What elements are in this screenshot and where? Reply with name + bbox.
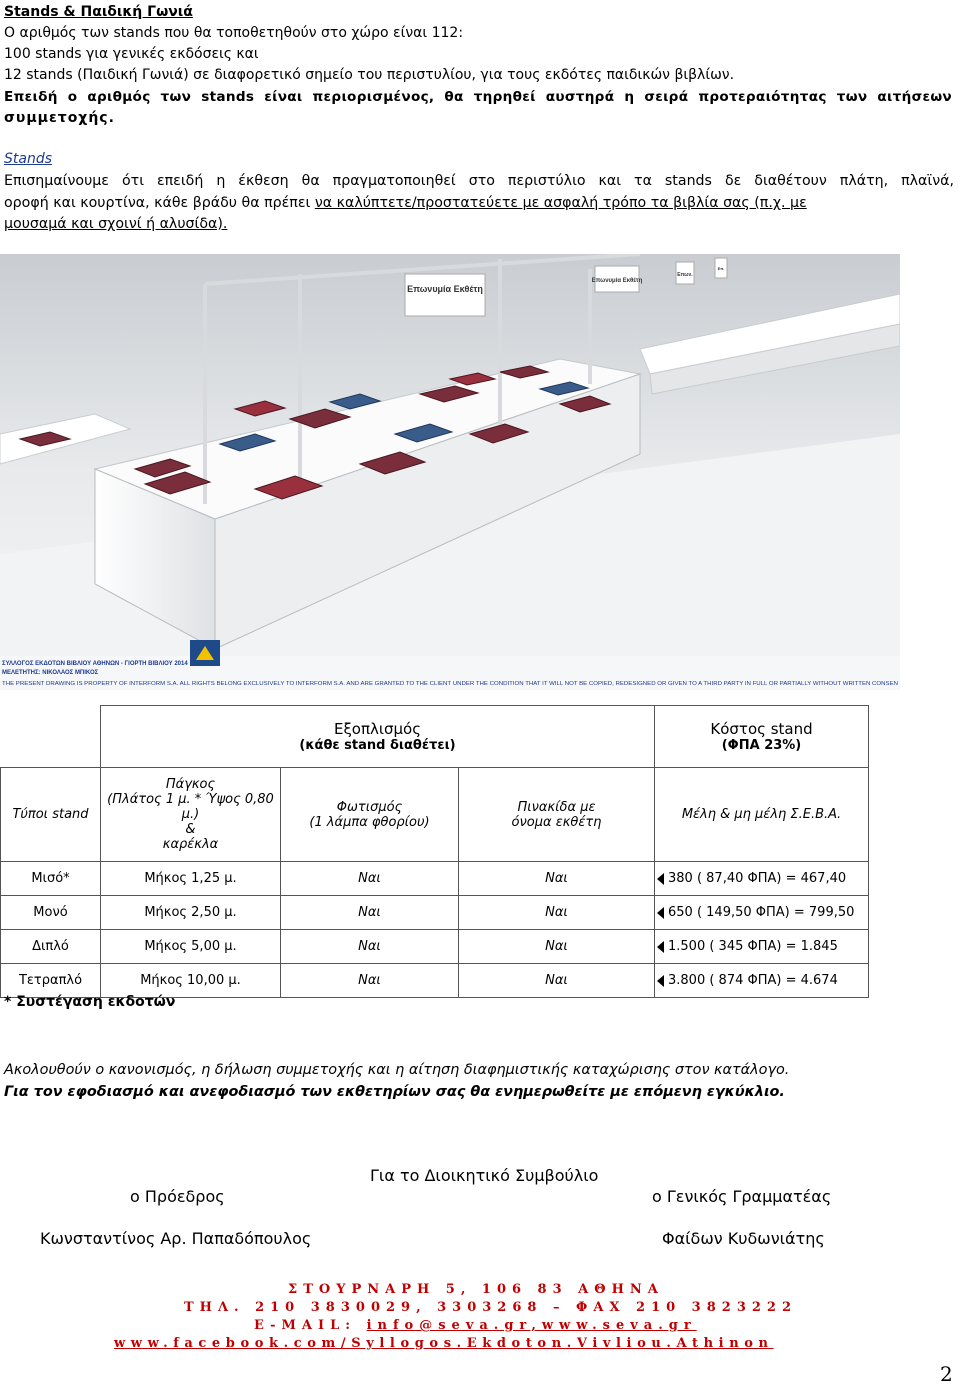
render-caption-1: ΣΥΛΛΟΓΟΣ ΕΚΔΟΤΩΝ ΒΙΒΛΙΟΥ ΑΘΗΝΩΝ - ΓΙΟΡΤΗ ΒΙΒΛΙΟΥ 2014 — [2, 661, 188, 667]
currency-icon — [657, 941, 664, 953]
secretary-role: ο Γενικός Γραμματέας — [652, 1187, 832, 1206]
col-header-lighting — [281, 768, 459, 862]
stands-note-underlined: να καλύπτετε/προστατεύετε με ασφαλή τρόπο τα βιβλία σας (π.χ. με — [314, 195, 807, 211]
sign-label-2: Επωνυμία Εκθέτη — [591, 278, 643, 284]
stands-render-image — [0, 254, 900, 690]
sign-label-1: Επωνυμία Εκθέτη — [407, 284, 483, 294]
row-type: Διπλό — [1, 930, 101, 964]
row-sign: Ναι — [459, 896, 655, 930]
row-lighting: Ναι — [281, 896, 459, 930]
intro-line-3: 12 stands (Παιδική Γωνιά) σε διαφορετικό σημείο του περιστυλίου, για τους εκδότες παιδικών βιβλίων. — [4, 67, 735, 83]
row-cost-value: 3.800 ( 874 ΦΠΑ) = 4.674 — [668, 973, 838, 988]
row-lighting: Ναι — [281, 862, 459, 896]
sign-line-1: Πινακίδα με — [517, 799, 596, 815]
table-row — [1, 896, 869, 930]
currency-icon — [657, 873, 664, 885]
row-length: Μήκος 2,50 μ. — [101, 896, 281, 930]
board-signature-label: Για το Διοικητικό Συμβούλιο — [370, 1166, 599, 1185]
currency-icon — [657, 975, 664, 987]
sign-label-3: Επων. — [677, 272, 693, 278]
stands-note-line-1: Επισημαίνουμε ότι επειδή η έκθεση θα πραγματοποιηθεί στο περιστύλιο και τα stands δε διαθέτουν πλάτη, πλαϊνά, — [4, 173, 954, 189]
render-disclaimer: THE PRESENT DRAWING IS PROPERTY OF INTERFORM S.A. ALL RIGHTS BELONG EXCLUSIVELY TO INTERFORM S.A. AND ARE GRANTED TO THE CLIENT UNDER THE CONDITION THAT IT WILL NOT BE COPIED, REDESIGNED OR GIVEN TO A THIRD PARTY IN FULL OR PARTIALLY WITHOUT WRITTEN CONSEN — [2, 681, 899, 687]
intro-line-2: 100 stands για γενικές εκδόσεις και — [4, 46, 259, 62]
page-number: 2 — [940, 1362, 953, 1386]
row-length: Μήκος 5,00 μ. — [101, 930, 281, 964]
counter-line-1: Πάγκος — [165, 777, 216, 792]
row-cost — [655, 862, 869, 896]
col-header-sign — [459, 768, 655, 862]
cost-title: Κόστος stand — [710, 720, 813, 738]
equipment-subtitle: (κάθε stand διαθέτει) — [299, 738, 456, 753]
counter-line-2: (Πλάτος 1 μ. * Ύψος 0,80 μ.) — [107, 792, 274, 822]
sign-label-4: Επ. — [717, 266, 725, 271]
table-row — [1, 862, 869, 896]
row-sign: Ναι — [459, 964, 655, 998]
stands-note-plain: οροφή και κουρτίνα, κάθε βράδυ θα πρέπει — [4, 195, 315, 211]
sign-line-2: όνομα εκθέτη — [511, 814, 602, 830]
stands-note-line-3: μουσαμά και σχοινί ή αλυσίδα). — [4, 216, 228, 232]
footer-address: ΣΤΟΥΡΝΑΡΗ 5, 106 83 ΑΘΗΝΑ — [288, 1282, 664, 1297]
col-header-counter — [101, 768, 281, 862]
table-row — [1, 930, 869, 964]
row-sign: Ναι — [459, 930, 655, 964]
closing-line-1: Ακολουθούν ο κανονισμός, η δήλωση συμμετοχής και η αίτηση διαφημιστικής καταχώρισης στον κατάλογο. — [4, 1062, 790, 1078]
row-cost-value: 1.500 ( 345 ΦΠΑ) = 1.845 — [668, 939, 838, 954]
president-role: ο Πρόεδρος — [130, 1187, 225, 1206]
footer-email-label: E-MAIL: — [254, 1318, 367, 1333]
col-header-members: Μέλη & μη μέλη Σ.Ε.Β.Α. — [655, 768, 869, 862]
table-footnote: * Συστέγαση εκδοτών — [4, 994, 176, 1010]
counter-line-4: καρέκλα — [162, 837, 219, 852]
stands-heading: Stands — [4, 151, 53, 167]
row-lighting: Ναι — [281, 930, 459, 964]
section-title: Stands & Παιδική Γωνιά — [4, 4, 193, 20]
footer-facebook-link[interactable]: www.facebook.com/Syllogos.Ekdoton.Vivliou.Athinon — [114, 1336, 774, 1351]
stands-note-line-2 — [4, 193, 807, 214]
row-type: Μονό — [1, 896, 101, 930]
row-sign: Ναι — [459, 862, 655, 896]
row-length: Μήκος 1,25 μ. — [101, 862, 281, 896]
row-cost — [655, 896, 869, 930]
lighting-line-2: (1 λάμπα φθορίου) — [309, 814, 430, 830]
footer-email — [254, 1318, 697, 1333]
cost-header — [655, 706, 869, 768]
lighting-line-1: Φωτισμός — [336, 799, 403, 815]
row-cost — [655, 930, 869, 964]
stand-pricing-table — [0, 705, 869, 998]
row-type: Τετραπλό — [1, 964, 101, 998]
intro-line-1: Ο αριθμός των stands που θα τοποθετηθούν στο χώρο είναι 112: — [4, 25, 464, 41]
row-cost — [655, 964, 869, 998]
secretary-name: Φαίδων Κυδωνιάτης — [662, 1229, 825, 1248]
row-cost-value: 650 ( 149,50 ΦΠΑ) = 799,50 — [668, 905, 855, 920]
priority-notice-end: συμμετοχής. — [4, 110, 115, 126]
row-type: Μισό* — [1, 862, 101, 896]
row-lighting: Ναι — [281, 964, 459, 998]
closing-line-2: Για τον εφοδιασμό και ανεφοδιασμό των εκθετηρίων σας θα ενημερωθείτε με επόμενη εγκύκλιο. — [4, 1084, 785, 1100]
equipment-title: Εξοπλισμός — [333, 720, 422, 738]
footer-email-link[interactable]: info@seva.gr,www.seva.gr — [366, 1318, 697, 1333]
equipment-header — [101, 706, 655, 768]
col-header-types: Τύποι stand — [1, 768, 101, 862]
currency-icon — [657, 907, 664, 919]
priority-notice: Επειδή ο αριθμός των stands είναι περιορισμένος, θα τηρηθεί αυστηρά η σειρά προτεραιότητας των αιτήσεων — [4, 89, 952, 105]
render-caption-2: ΜΕΛΕΤΗΤΗΣ: ΝΙΚΟΛΑΟΣ ΜΠΙΚΟΣ — [2, 670, 99, 676]
counter-line-3: & — [185, 822, 196, 837]
footer-phones: ΤΗΛ. 210 3830029, 3303268 – ΦΑΧ 210 3823222 — [184, 1300, 797, 1315]
row-length: Μήκος 10,00 μ. — [101, 964, 281, 998]
president-name: Κωνσταντίνος Αρ. Παπαδόπουλος — [40, 1229, 312, 1248]
row-cost-value: 380 ( 87,40 ΦΠΑ) = 467,40 — [668, 871, 847, 886]
cost-subtitle: (ΦΠΑ 23%) — [721, 738, 802, 753]
